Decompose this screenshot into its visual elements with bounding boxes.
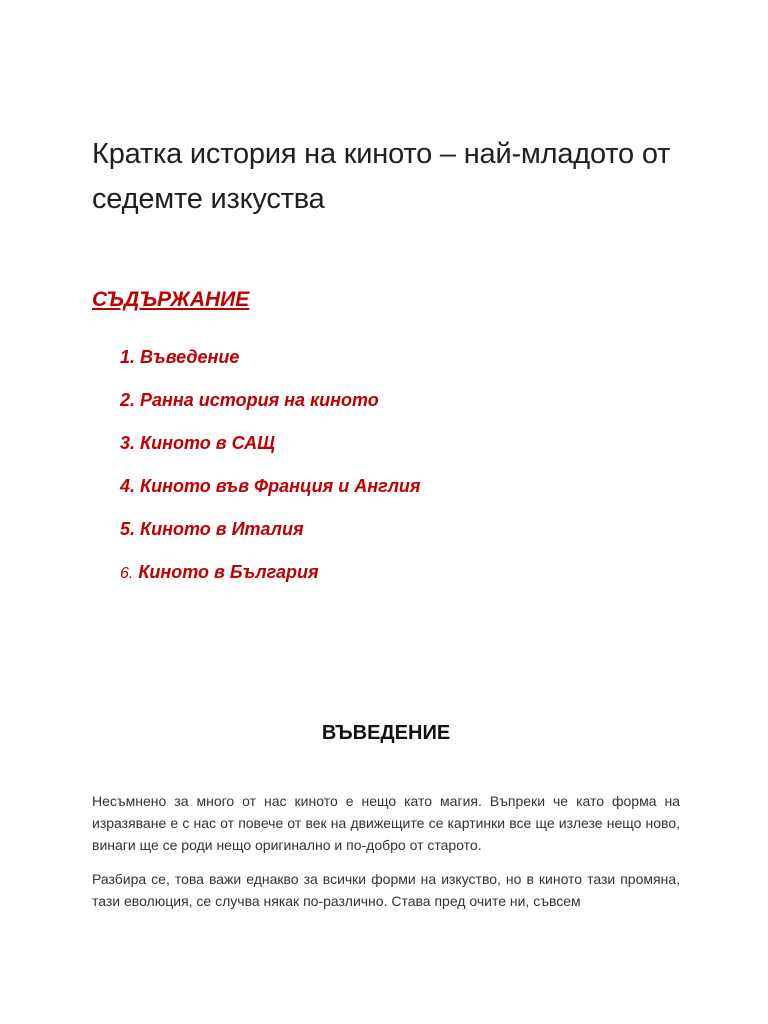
toc-item-number: 5. <box>120 519 136 539</box>
paragraph: Несъмнено за много от нас киното е нещо като магия. Въпреки че като форма на изразяване е с нас от повече от век на движещите се картинки все ще излезе нещо ново, винаги ще се роди нещо оригинално и по-добро от старото. <box>92 793 680 853</box>
toc-item-label: Ранна история на киното <box>140 390 379 410</box>
toc-item-bulgaria[interactable] <box>120 555 420 598</box>
toc-item-introduction[interactable] <box>120 340 420 383</box>
toc-item-number: 6. <box>120 565 134 582</box>
toc-item-usa[interactable] <box>120 426 420 469</box>
toc-item-number: 2. <box>120 390 136 410</box>
toc-item-france-england[interactable] <box>120 469 420 512</box>
toc-heading: СЪДЪРЖАНИЕ <box>92 288 250 311</box>
toc-item-number: 3. <box>120 433 136 453</box>
toc-item-early-history[interactable] <box>120 383 420 426</box>
document-title: Кратка история на киното – най-младото от седемте изкуства <box>92 138 671 215</box>
toc-item-label: Киното в САЩ <box>140 433 275 453</box>
toc-item-number: 4. <box>120 476 136 496</box>
document-page <box>92 0 680 1024</box>
toc-item-label: Въведение <box>140 347 240 367</box>
toc-item-label: Киното в Италия <box>140 519 304 539</box>
toc-item-label: Киното в България <box>138 562 319 582</box>
toc-item-label: Киното във Франция и Англия <box>140 476 421 496</box>
paragraph: Разбира се, това важи еднакво за всички форми на изкуство, но в киното тази промяна, тази еволюция, се случва някак по-различно. Става пред очите ни, съвсем <box>92 871 680 909</box>
table-of-contents <box>120 340 420 598</box>
toc-item-number: 1. <box>120 347 136 367</box>
toc-item-italy[interactable] <box>120 512 420 555</box>
section-heading-introduction: ВЪВЕДЕНИЕ <box>321 722 451 744</box>
